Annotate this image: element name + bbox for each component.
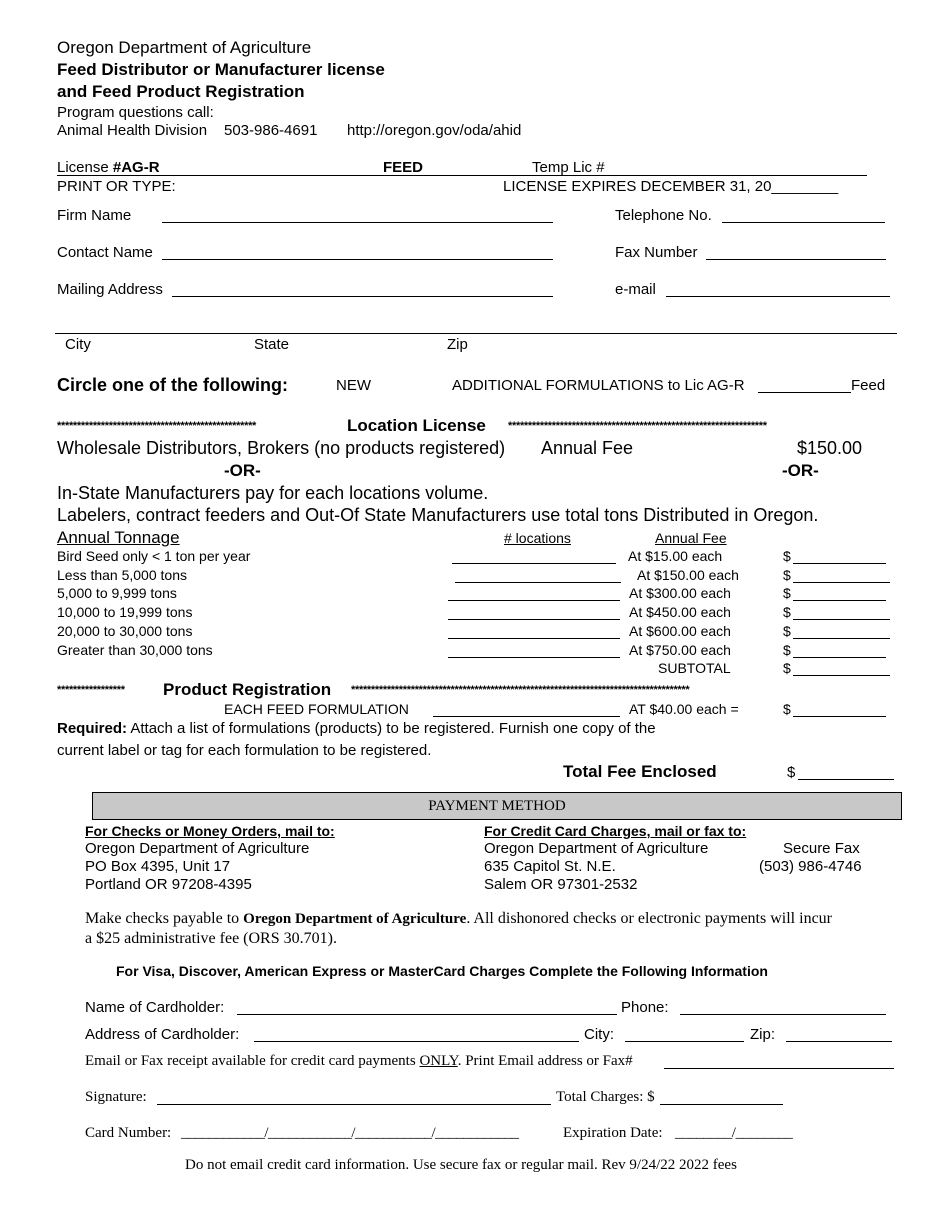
amount-field[interactable] [793, 600, 886, 601]
amount-field[interactable] [793, 619, 890, 620]
contact-name-field[interactable] [162, 259, 553, 260]
total-charges-field[interactable] [660, 1104, 783, 1105]
tonnage-row-amount: $ [783, 585, 791, 601]
cardholder-address-field[interactable] [254, 1041, 579, 1042]
fax-number-field[interactable] [706, 259, 886, 260]
cardholder-zip-field[interactable] [786, 1041, 892, 1042]
division-name: Animal Health Division [57, 122, 208, 139]
secure-fax-number: (503) 986-4746 [759, 858, 862, 875]
division-url[interactable]: http://oregon.gov/oda/ahid [347, 122, 522, 139]
total-fee-field[interactable] [798, 779, 894, 780]
tonnage-row-label: 5,000 to 9,999 tons [57, 585, 177, 601]
tonnage-row-fee: At $300.00 each [629, 585, 731, 601]
instate-text: In-State Manufacturers pay for each locations volume. [57, 483, 489, 503]
tonnage-row-fee: At $450.00 each [629, 604, 731, 620]
locations-heading: # locations [504, 530, 571, 546]
state-label: State [254, 336, 290, 353]
circle-one-label: Circle one of the following: [57, 375, 288, 395]
telephone-field[interactable] [722, 222, 885, 223]
required-note-line1: Required: Attach a list of formulations (products) to be registered. Furnish one copy of the [57, 720, 656, 737]
stars-left: ***************** [57, 684, 125, 696]
formulation-fee: AT $40.00 each = [629, 701, 739, 717]
mailing-address-label: Mailing Address [57, 281, 163, 298]
checks-line: Portland OR 97208-4395 [85, 876, 252, 893]
temp-lic-label: Temp Lic # [532, 159, 605, 176]
cardholder-phone-label: Phone: [621, 999, 669, 1016]
credit-card-line: Oregon Department of Agriculture [484, 840, 709, 857]
signature-label: Signature: [85, 1089, 147, 1105]
option-new[interactable]: NEW [336, 377, 371, 394]
wholesale-fee: $150.00 [797, 438, 863, 458]
form-title-line1: Feed Distributor or Manufacturer license [57, 60, 385, 79]
annual-fee-heading: Annual Fee [655, 530, 727, 546]
total-fee-label: Total Fee Enclosed [563, 762, 717, 781]
cardholder-zip-label: Zip: [750, 1026, 776, 1043]
cardholder-name-label: Name of Cardholder: [85, 999, 225, 1016]
mailing-address-field[interactable] [172, 296, 553, 297]
tonnage-row-fee: At $150.00 each [637, 567, 739, 583]
telephone-label: Telephone No. [615, 207, 712, 224]
credit-card-heading: For Credit Card Charges, mail or fax to: [484, 823, 747, 839]
signature-field[interactable] [157, 1104, 551, 1105]
payable-note-line2: a $25 administrative fee (ORS 30.701). [85, 930, 337, 947]
subtotal-field[interactable] [793, 675, 890, 676]
tonnage-row-fee: At $750.00 each [629, 642, 731, 658]
amount-field[interactable] [793, 563, 886, 564]
tonnage-row-amount: $ [783, 604, 791, 620]
city-state-zip-field[interactable] [55, 333, 897, 334]
footer-note: Do not email credit card information. Use secure fax or regular mail. Rev 9/24/22 2022 fees [185, 1157, 737, 1173]
zip-label: Zip [447, 336, 468, 353]
print-or-type: PRINT OR TYPE: [57, 178, 176, 195]
annual-tonnage-heading: Annual Tonnage [57, 528, 180, 547]
additional-lic-field[interactable] [758, 392, 851, 393]
license-expires[interactable]: LICENSE EXPIRES DECEMBER 31, 20________ [503, 178, 839, 195]
agency-name: Oregon Department of Agriculture [57, 38, 312, 57]
contact-name-label: Contact Name [57, 244, 153, 261]
option-additional-formulations[interactable]: ADDITIONAL FORMULATIONS to Lic AG-R [452, 377, 745, 394]
questions-label: Program questions call: [57, 104, 214, 121]
formulation-amount: $ [783, 701, 791, 717]
cardholder-phone-field[interactable] [680, 1014, 886, 1015]
formulation-amount-field[interactable] [793, 716, 886, 717]
email-field[interactable] [666, 296, 890, 297]
tonnage-row-fee: At $15.00 each [628, 548, 723, 564]
checks-heading: For Checks or Money Orders, mail to: [85, 823, 335, 839]
location-license-heading: Location License [347, 416, 486, 435]
stars-right: ***************************************************************** [508, 420, 767, 432]
fax-number-label: Fax Number [615, 244, 698, 261]
tonnage-row-label: 10,000 to 19,999 tons [57, 604, 193, 620]
email-label: e-mail [615, 281, 656, 298]
tonnage-row-amount: $ [783, 548, 791, 564]
stars-right: ************************************************************************************* [351, 684, 690, 696]
tonnage-row-amount: $ [783, 642, 791, 658]
option-feed-suffix: Feed [851, 377, 886, 394]
locations-field[interactable] [452, 563, 616, 564]
credit-card-line: 635 Capitol St. N.E. [484, 858, 616, 875]
or-left: -OR- [224, 461, 261, 480]
cardholder-name-field[interactable] [237, 1014, 617, 1015]
each-feed-formulation-label: EACH FEED FORMULATION [224, 701, 409, 717]
tonnage-row-fee: At $600.00 each [629, 623, 731, 639]
total-fee-amount: $ [787, 764, 796, 781]
feed-label: FEED [383, 159, 424, 176]
expiration-date-label: Expiration Date: [563, 1125, 663, 1141]
annual-fee-label: Annual Fee [541, 438, 634, 458]
or-right: -OR- [782, 461, 819, 480]
locations-field[interactable] [448, 619, 620, 620]
cardholder-city-label: City: [584, 1026, 614, 1043]
product-registration-heading: Product Registration [163, 680, 332, 699]
firm-name-label: Firm Name [57, 207, 132, 224]
tonnage-row-label: Bird Seed only < 1 ton per year [57, 548, 251, 564]
locations-field[interactable] [455, 582, 621, 583]
stars-left: ************************************************** [57, 420, 257, 432]
tonnage-row-amount: $ [783, 623, 791, 639]
amount-field[interactable] [793, 657, 886, 658]
receipt-contact-field[interactable] [664, 1068, 894, 1069]
city-label: City [65, 336, 91, 353]
amount-field[interactable] [793, 582, 890, 583]
card-number-field[interactable]: ____________/____________/___________/____________ [181, 1125, 519, 1141]
subtotal-label: SUBTOTAL [658, 660, 731, 676]
tonnage-row-label: Less than 5,000 tons [57, 567, 187, 583]
tonnage-row-amount: $ [783, 567, 791, 583]
locations-field[interactable] [448, 600, 620, 601]
license-label: License #AG-R [57, 159, 160, 176]
checks-line: PO Box 4395, Unit 17 [85, 858, 231, 875]
checks-line: Oregon Department of Agriculture [85, 840, 310, 857]
wholesale-text: Wholesale Distributors, Brokers (no products registered) [57, 438, 506, 458]
payment-method-header: PAYMENT METHOD [92, 792, 902, 820]
labelers-text: Labelers, contract feeders and Out-Of State Manufacturers use total tons Distributed in Oregon. [57, 505, 819, 525]
formulations-count-field[interactable] [433, 716, 620, 717]
license-underline [57, 175, 867, 176]
amount-field[interactable] [793, 638, 890, 639]
payable-note-line1: Make checks payable to Oregon Department of Agriculture. All dishonored checks or electronic payments will incur [85, 910, 832, 927]
cardholder-address-label: Address of Cardholder: [85, 1026, 240, 1043]
card-number-label: Card Number: [85, 1125, 172, 1141]
expiration-date-field[interactable]: ________/________ [675, 1125, 793, 1141]
required-note-line2: current label or tag for each formulation to be registered. [57, 742, 432, 759]
firm-name-field[interactable] [162, 222, 553, 223]
secure-fax-label: Secure Fax [783, 840, 860, 857]
subtotal-amount: $ [783, 660, 791, 676]
tonnage-row-label: 20,000 to 30,000 tons [57, 623, 193, 639]
locations-field[interactable] [448, 657, 620, 658]
total-charges-label: Total Charges: $ [556, 1089, 655, 1105]
credit-card-line: Salem OR 97301-2532 [484, 876, 638, 893]
card-info-heading: For Visa, Discover, American Express or MasterCard Charges Complete the Following Information [116, 963, 768, 979]
tonnage-row-label: Greater than 30,000 tons [57, 642, 213, 658]
receipt-note: Email or Fax receipt available for credit card payments ONLY. Print Email address or Fax# [85, 1053, 633, 1069]
form-title-line2: and Feed Product Registration [57, 82, 305, 101]
locations-field[interactable] [448, 638, 620, 639]
cardholder-city-field[interactable] [625, 1041, 744, 1042]
division-phone: 503-986-4691 [224, 122, 318, 139]
